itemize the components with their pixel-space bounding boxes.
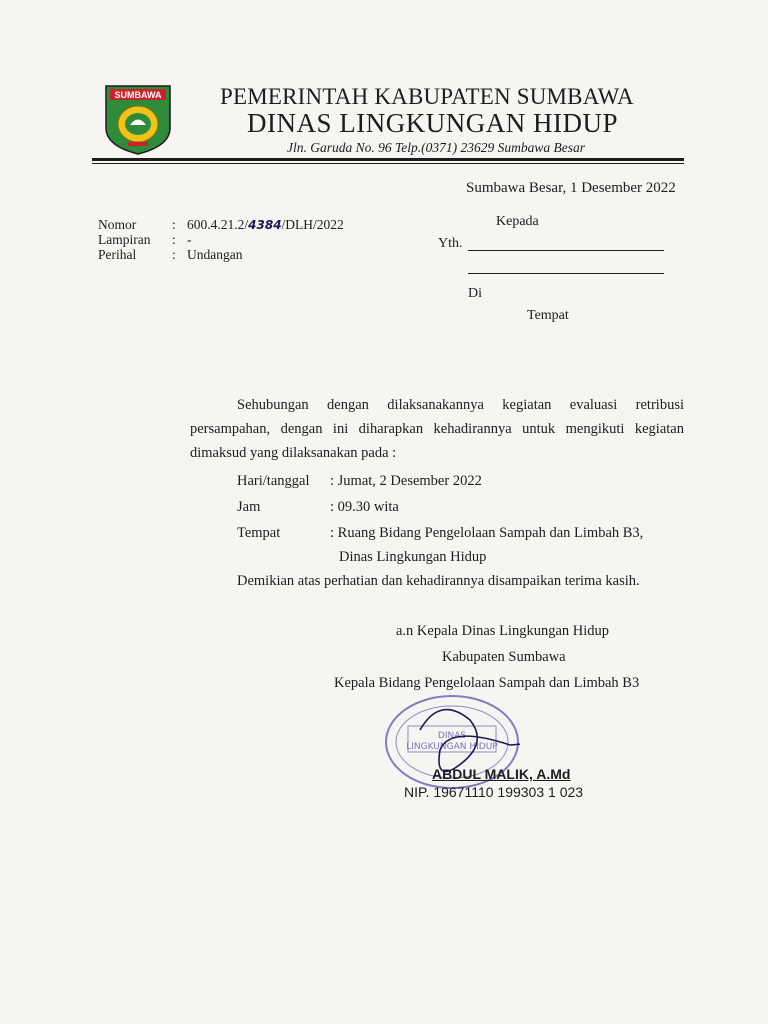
detail-label-date: Hari/tanggal <box>237 473 310 489</box>
detail-value-time: : 09.30 wita <box>330 499 399 515</box>
nomor-prefix: 600.4.21.2/ <box>187 217 249 232</box>
nomor-colon: : <box>172 217 176 232</box>
recipient-line-1 <box>468 250 664 251</box>
lampiran-value: - <box>187 232 192 247</box>
yth-label: Yth. <box>438 236 463 251</box>
address-line: Jln. Garuda No. 96 Telp.(0371) 23629 Sumbawa Besar <box>287 140 586 155</box>
lampiran-colon: : <box>172 232 176 247</box>
agency-title: DINAS LINGKUNGAN HIDUP <box>247 108 618 138</box>
nomor-handwritten: 4384 <box>248 218 282 232</box>
tempat-label: Tempat <box>527 308 569 323</box>
signature-line-2: Kabupaten Sumbawa <box>442 649 566 665</box>
government-title: PEMERINTAH KABUPATEN SUMBAWA <box>220 84 634 109</box>
lampiran-label: Lampiran <box>98 232 151 247</box>
signature-line-1: a.n Kepala Dinas Lingkungan Hidup <box>396 623 610 639</box>
signature-line-3: Kepala Bidang Pengelolaan Sampah dan Limbah B3 <box>334 675 640 691</box>
detail-value-date: : Jumat, 2 Desember 2022 <box>330 473 482 489</box>
regency-logo <box>104 84 172 156</box>
perihal-value: Undangan <box>187 247 243 262</box>
closing-sentence: Demikian atas perhatian dan kehadirannya disampaikan terima kasih. <box>237 573 640 589</box>
place-date: Sumbawa Besar, 1 Desember 2022 <box>466 180 676 196</box>
nomor-suffix: /DLH/2022 <box>281 217 344 232</box>
nomor-value <box>187 217 344 233</box>
kepada-label: Kepada <box>496 214 539 229</box>
detail-value-place-cont: Dinas Lingkungan Hidup <box>339 549 487 565</box>
header-rule-thick <box>92 158 684 161</box>
detail-value-place: : Ruang Bidang Pengelolaan Sampah dan Limbah B3, <box>330 525 644 541</box>
perihal-colon: : <box>172 247 176 262</box>
svg-text:DINAS: DINAS <box>437 731 467 741</box>
detail-label-place: Tempat <box>237 525 281 541</box>
logo-text: SUMBAWA <box>114 90 162 100</box>
body-paragraph: Sehubungan dengan dilaksanakannya kegiatan evaluasi retribusi persampahan, dengan ini diharapkan kehadirannya untuk mengikuti kegiatan dimaksud yang dilaksanakan pada : <box>190 397 684 461</box>
header-rule-thin <box>92 163 684 164</box>
signatory-nip: NIP. 19671110 199303 1 023 <box>404 784 584 800</box>
signatory-name: ABDUL MALIK, A.Md <box>432 766 571 782</box>
perihal-label: Perihal <box>98 247 137 262</box>
recipient-line-2 <box>468 273 664 274</box>
detail-label-time: Jam <box>237 499 261 515</box>
di-label: Di <box>468 286 482 301</box>
nomor-label: Nomor <box>98 217 137 232</box>
svg-text:LINGKUNGAN HIDUP: LINGKUNGAN HIDUP <box>406 742 498 752</box>
